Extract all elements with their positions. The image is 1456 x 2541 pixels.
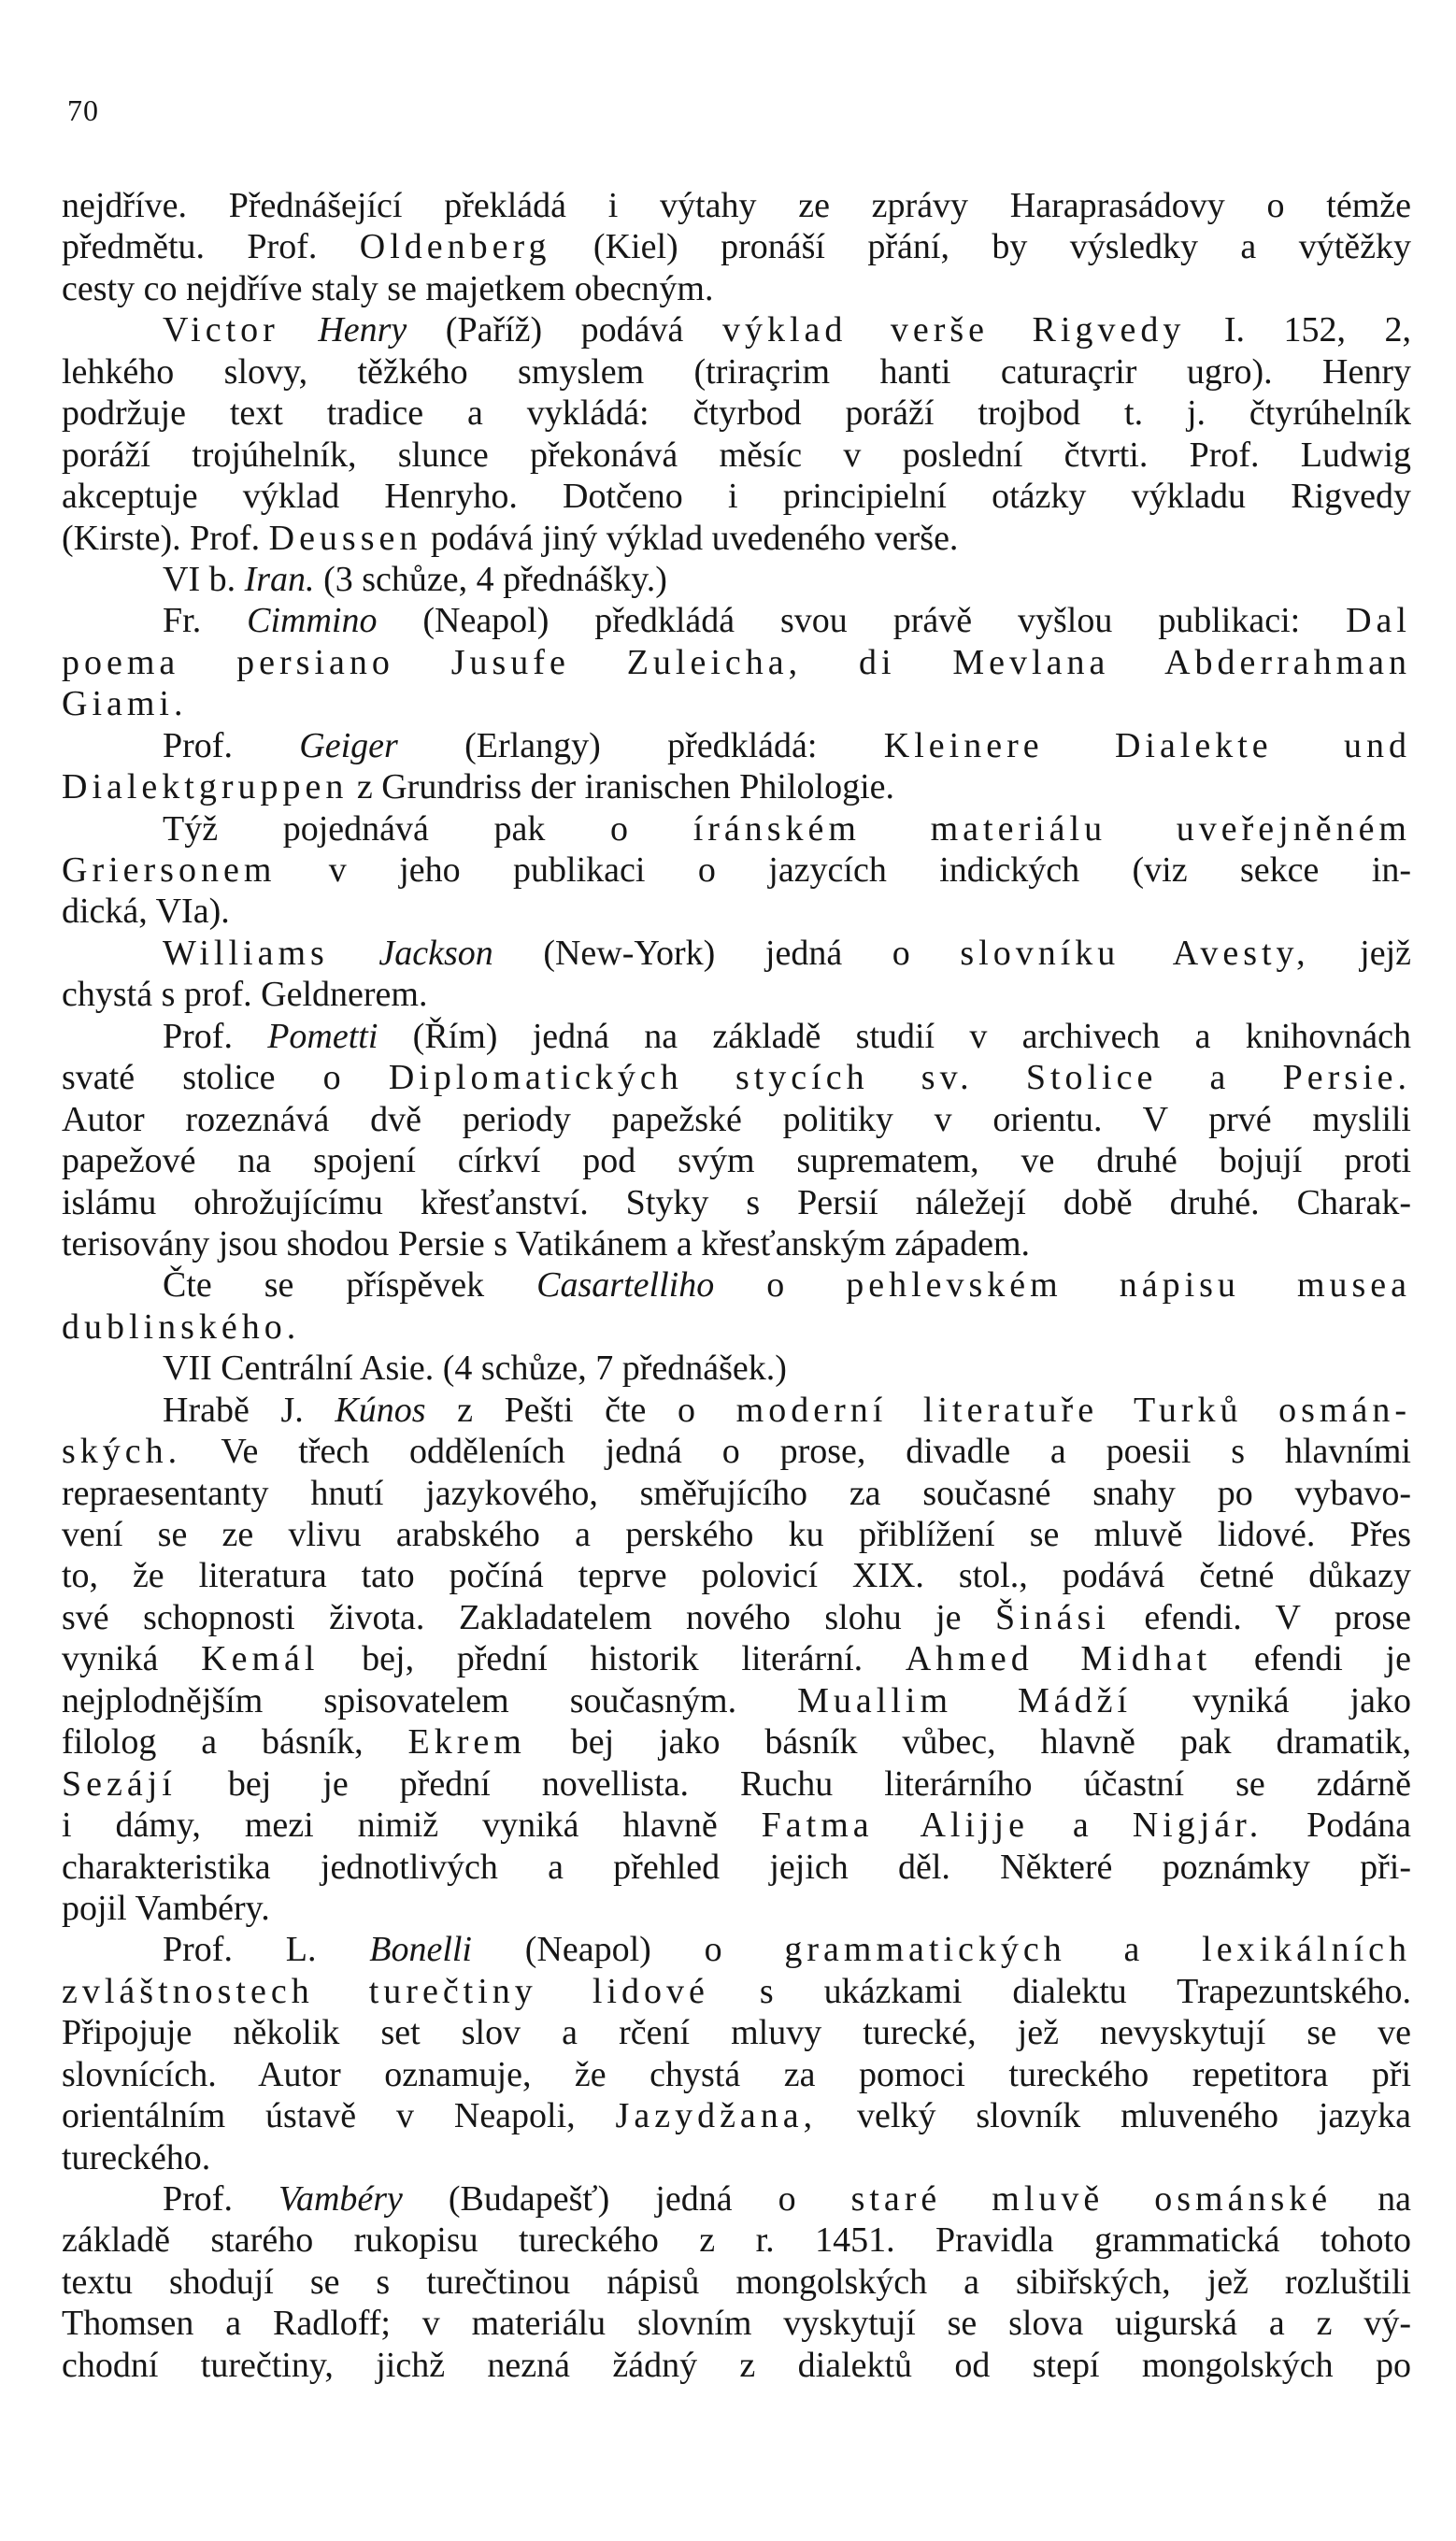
text-span: velký slovník mluveného jazyka (817, 2096, 1411, 2136)
text-line (62, 766, 1411, 807)
text-span: efendi je (1211, 1639, 1411, 1679)
spaced-emphasis: o pehlevském nápisu musea (766, 1265, 1411, 1306)
text-span: (Neapol) předkládá svou právě vyšlou publikaci: (377, 601, 1347, 641)
text-line (62, 1597, 1411, 1638)
text-span: I. 152, 2, (1185, 310, 1411, 350)
text-span: z Grundriss der iranischen Philologie. (348, 767, 895, 807)
text-span: VI b. (163, 559, 245, 599)
text-span: své schopnosti života. Zakladatelem nového slohu je (62, 1597, 995, 1637)
text-line (62, 642, 1411, 683)
spaced-emphasis: zvláštnostech turečtiny lidové (62, 1971, 709, 2011)
text-span: charakteristika jednotlivých a přehled jejich děl. Některé poznámky při- (62, 1847, 1411, 1887)
text-line (62, 1099, 1411, 1140)
text-line (62, 1929, 1411, 1970)
text-span: islámu ohrožujícímu křesťanství. Styky s Persií náležejí době druhé. Charak- (62, 1182, 1411, 1222)
text-span: Thomsen a Radloff; v materiálu slovním vyskytují se slova uigurská a z vý- (62, 2304, 1411, 2344)
spaced-emphasis: Ahmed Midhat (905, 1639, 1212, 1679)
text-line (62, 1680, 1411, 1721)
text-span: Týž pojednává pak o (163, 808, 693, 849)
text-line (62, 1555, 1411, 1596)
text-span: dická, VIa). (62, 892, 230, 932)
text-line (62, 1431, 1411, 1472)
text-line (62, 1264, 1411, 1306)
text-span: bej je přední novellista. Ruchu literárního účastní se zdárně (176, 1763, 1411, 1804)
spaced-emphasis: o moderní literatuře Turků osmán- (678, 1390, 1411, 1430)
text-span: terisovány jsou shodou Persie s Vatikánem a křesťanským západem. (62, 1223, 1031, 1263)
text-span: z Pešti čte (425, 1390, 678, 1430)
text-span: vyniká (62, 1639, 202, 1679)
text-span: nejdříve. Přednášející překládá i výtahy ze zprávy Haraprasádovy o témže (62, 186, 1411, 225)
text-line (62, 1223, 1411, 1264)
text-line (62, 1140, 1411, 1181)
text-span: repraesentanty hnutí jazykového, směřujícího za současné snahy po vybavo- (62, 1473, 1411, 1513)
text-span: (Budapešť) jedná (402, 2179, 778, 2219)
text-line (62, 933, 1411, 974)
text-span: efendi. V prose (1109, 1597, 1411, 1637)
text-line (62, 849, 1411, 891)
text-line (62, 1514, 1411, 1555)
body-text (62, 185, 1411, 2386)
text-line (62, 518, 1411, 559)
text-line (62, 226, 1411, 267)
text-span: Autor rozeznává dvě periody papežské politiky v orientu. V prvé myslili (62, 1099, 1411, 1139)
text-line (62, 2012, 1411, 2053)
spaced-emphasis: Šinási (994, 1597, 1110, 1637)
page-number: 70 (67, 93, 99, 127)
text-span: a (1029, 1806, 1133, 1846)
italic-name: Pometti (267, 1016, 378, 1056)
text-line (62, 1638, 1411, 1679)
text-line (62, 974, 1411, 1015)
spaced-emphasis: slovníku Avesty, (960, 933, 1310, 973)
text-span: VII Centrální Asie. (4 schůze, 7 přednášek.) (163, 1349, 787, 1389)
spaced-emphasis: dublinského. (62, 1306, 301, 1347)
spaced-emphasis: Giami. (62, 684, 188, 724)
text-line (62, 185, 1411, 226)
text-span: v jeho publikaci o jazycích indických (viz sekce in- (276, 850, 1411, 890)
text-span: chystá s prof. Geldnerem. (62, 975, 428, 1015)
text-line (62, 1016, 1411, 1057)
text-line (62, 2303, 1411, 2344)
italic-name: Vambéry (278, 2179, 403, 2219)
text-span: (Neapol) (472, 1930, 705, 1970)
spaced-emphasis: Diplomatických stycích sv. Stolice a Persie. (388, 1058, 1411, 1098)
text-line (62, 2262, 1411, 2303)
text-span: (Erlangy) předkládá: (397, 725, 884, 765)
text-line (62, 683, 1411, 724)
text-span: chodní turečtiny, jichž nezná žádný z dialektů od stepí mongolských po (62, 2345, 1411, 2385)
spaced-emphasis: Sezájí (62, 1763, 177, 1804)
spaced-emphasis: ských. (62, 1432, 182, 1472)
text-span: Hrabě J. (163, 1390, 335, 1430)
text-line (62, 725, 1411, 766)
text-span: základě starého rukopisu tureckého z r. 1451. Pravidla grammatická tohoto (62, 2220, 1411, 2261)
spaced-emphasis: Fatma Alijje (761, 1806, 1029, 1846)
text-span: filolog a básník, (62, 1722, 408, 1763)
text-span: Prof. L. (163, 1930, 370, 1970)
spaced-emphasis: Victor (163, 310, 279, 350)
spaced-emphasis: íránském materiálu uveřejněném (692, 808, 1411, 849)
spaced-emphasis: Muallim Mádží (797, 1680, 1133, 1720)
spaced-emphasis: Griersonem (62, 850, 277, 890)
text-span: pojil Vambéry. (62, 1888, 270, 1928)
text-line (62, 2220, 1411, 2261)
text-line (62, 309, 1411, 350)
text-span: Prof. (163, 725, 300, 765)
text-span: Prof. (163, 2179, 278, 2219)
text-span: akceptuje výklad Henryho. Dotčeno i principielní otázky výkladu Rigvedy (62, 477, 1411, 517)
text-line (62, 2054, 1411, 2095)
italic-name: Kúnos (335, 1390, 426, 1430)
text-line (62, 435, 1411, 476)
text-span: Prof. (163, 1016, 268, 1056)
text-span: (Kiel) pronáší přání, by výsledky a výtěžky (550, 227, 1411, 267)
spaced-emphasis: výklad verše Rigvedy (721, 310, 1186, 350)
text-span: slovnících. Autor oznamuje, že chystá za pomoci tureckého repetitora při (62, 2054, 1411, 2094)
text-span: předmětu. Prof. (62, 227, 360, 267)
text-line (62, 1182, 1411, 1223)
text-span: cesty co nejdříve staly se majetkem obecným. (62, 268, 714, 308)
text-line (62, 600, 1411, 641)
spaced-emphasis: o staré mluvě osmánské (778, 2179, 1333, 2219)
spaced-emphasis: Oldenberg (359, 227, 551, 267)
text-span: na (1332, 2179, 1411, 2219)
text-span: papežové na spojení církví pod svým suprematem, ve druhé bojují proti (62, 1141, 1411, 1181)
spaced-emphasis: Williams (163, 933, 329, 973)
text-line (62, 351, 1411, 393)
text-span: svaté stolice o (62, 1058, 389, 1098)
text-span (714, 1265, 766, 1305)
text-span: bej jako básník vůbec, hlavně pak dramatik, (525, 1722, 1411, 1763)
text-line (62, 2095, 1411, 2136)
spaced-emphasis: Dal (1346, 601, 1411, 641)
text-span (279, 310, 319, 350)
italic-name: Cimmino (247, 601, 378, 641)
text-span: (Řím) jedná na základě studií v archivech a knihovnách (378, 1016, 1411, 1056)
text-line (62, 1805, 1411, 1846)
text-line (62, 1390, 1411, 1431)
spaced-emphasis: Jazydžana, (615, 2096, 818, 2136)
text-line (62, 891, 1411, 932)
spaced-emphasis: Dialektgruppen (62, 767, 349, 807)
text-line (62, 2137, 1411, 2178)
text-span: (Kirste). Prof. (62, 518, 269, 558)
text-span: s ukázkami dialektu Trapezuntského. (708, 1971, 1411, 2011)
text-span: orientálním ústavě v Neapoli, (62, 2096, 616, 2136)
italic-name: Iran. (244, 559, 315, 599)
text-line (62, 559, 1411, 600)
text-span: poráží trojúhelník, slunce překonává měsíc v poslední čtvrti. Prof. Ludwig (62, 435, 1411, 475)
text-line (62, 2178, 1411, 2220)
spaced-emphasis: o grammatických a lexikálních (704, 1930, 1411, 1970)
italic-name: Casartelliho (536, 1265, 715, 1306)
text-span: vyniká jako (1132, 1680, 1411, 1720)
italic-name: Geiger (299, 725, 398, 765)
text-line (62, 1473, 1411, 1514)
text-span: (Paříž) podává (407, 310, 722, 350)
text-line (62, 1971, 1411, 2012)
text-span: vení se ze vlivu arabského a perského ku přiblížení se mluvě lidové. Přes (62, 1515, 1411, 1554)
spaced-emphasis: Kemál (201, 1639, 320, 1679)
text-span: Ve třech odděleních jedná o prose, divadle a poesii s hlavními (181, 1432, 1411, 1472)
text-line (62, 268, 1411, 309)
text-span: podává jiný výklad uvedeného verše. (421, 518, 959, 558)
text-span: Podána (1263, 1806, 1411, 1846)
text-span: bej, přední historik literární. (319, 1639, 906, 1679)
text-line (62, 476, 1411, 517)
text-span: Připojuje několik set slov a rčení mluvy turecké, jež nevyskytují se ve (62, 2013, 1411, 2053)
text-span: i dámy, mezi nimiž vyniká hlavně (62, 1806, 762, 1846)
text-span: Čte se příspěvek (163, 1265, 537, 1306)
spaced-emphasis: Ekrem (407, 1722, 526, 1763)
text-span: lehkého slovy, těžkého smyslem (triraçrim hanti caturaçrir ugro). Henry (62, 351, 1411, 392)
spaced-emphasis: Nigjár. (1132, 1806, 1263, 1846)
text-line (62, 1721, 1411, 1763)
text-line (62, 808, 1411, 849)
text-line (62, 393, 1411, 434)
text-span: textu shodují se s turečtinou nápisů mongolských a sibiřských, jež rozluštili (62, 2262, 1411, 2302)
italic-name: Henry (318, 310, 407, 350)
text-span: Fr. (163, 601, 248, 641)
text-line (62, 1057, 1411, 1098)
text-span: jejž (1309, 933, 1411, 973)
text-line (62, 1348, 1411, 1389)
text-line (62, 1306, 1411, 1348)
text-span: podržuje text tradice a vykládá: čtyrbod poráží trojbod t. j. čtyrúhelník (62, 393, 1411, 434)
text-line (62, 1888, 1411, 1929)
text-span: nejplodnějším spisovatelem současným. (62, 1680, 798, 1720)
text-line (62, 1763, 1411, 1805)
text-line (62, 2345, 1411, 2386)
spaced-emphasis: Kleinere Dialekte und (883, 725, 1411, 765)
text-span: to, že literatura tato počíná teprve polovicí XIX. stol., podává četné důkazy (62, 1556, 1411, 1596)
italic-name: Bonelli (369, 1930, 472, 1970)
text-line (62, 1847, 1411, 1888)
italic-name: Jackson (378, 933, 493, 973)
spaced-emphasis: poema persiano Jusufe Zuleicha, di Mevlana Abderrahman (62, 642, 1411, 682)
text-span: tureckého. (62, 2137, 211, 2177)
text-span (329, 934, 379, 973)
spaced-emphasis: Deussen (268, 518, 422, 558)
text-span: (New-York) jedná o (492, 933, 961, 973)
text-span: (3 schůze, 4 přednášky.) (314, 559, 667, 599)
